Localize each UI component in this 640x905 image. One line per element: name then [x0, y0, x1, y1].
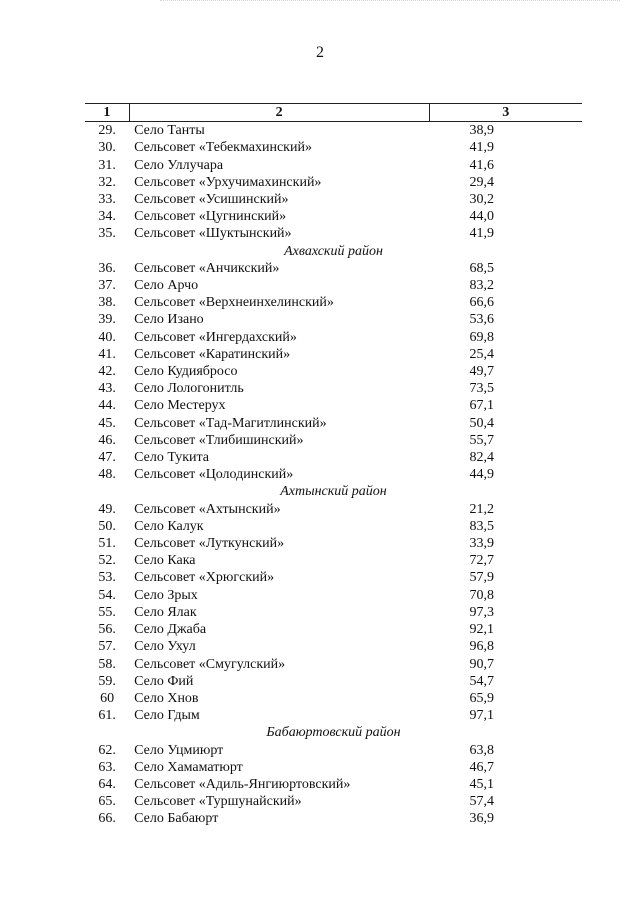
row-value: 21,2	[469, 501, 494, 517]
row-number: 61.	[98, 708, 116, 724]
row-name: Село Кудиябросо	[134, 364, 238, 380]
row-number: 44.	[98, 398, 116, 414]
row-number: 56.	[98, 622, 116, 638]
row-value: 82,4	[469, 450, 494, 466]
table-row	[85, 329, 582, 346]
row-value: 45,1	[469, 776, 494, 792]
row-value: 96,8	[469, 639, 494, 655]
table-body	[85, 122, 582, 828]
row-value: 49,7	[469, 364, 494, 380]
row-name: Сельсовет «Смугулский»	[134, 656, 286, 672]
table-row	[85, 225, 582, 242]
row-number: 66.	[98, 811, 116, 827]
row-name: Сельсовет «Цолодинский»	[134, 467, 294, 483]
table-row	[85, 759, 582, 776]
table-row	[85, 311, 582, 328]
table-header	[85, 104, 582, 122]
table-row	[85, 656, 582, 673]
data-table-container	[85, 103, 582, 828]
table-row	[85, 604, 582, 621]
row-number: 60	[100, 690, 115, 706]
row-value: 90,7	[469, 656, 494, 672]
row-number: 40.	[98, 329, 116, 345]
table-row	[85, 466, 582, 483]
table-row	[85, 363, 582, 380]
row-number: 36.	[98, 260, 116, 276]
row-number: 29.	[98, 123, 116, 139]
row-number: 59.	[98, 673, 116, 689]
row-name: Сельсовет «Урхучимахинский»	[134, 174, 322, 190]
district-heading: Бабаюртовский район	[266, 725, 401, 741]
row-name: Сельсовет «Усишинский»	[134, 192, 289, 208]
row-value: 69,8	[469, 329, 494, 345]
row-name: Село Джаба	[134, 622, 207, 638]
row-name: Сельсовет «Хрюгский»	[134, 570, 275, 586]
row-number: 37.	[98, 278, 116, 294]
row-value: 50,4	[469, 415, 494, 431]
row-name: Село Калук	[134, 518, 204, 534]
row-value: 66,6	[469, 295, 494, 311]
table-row	[85, 122, 582, 140]
district-heading: Ахвахский район	[284, 243, 383, 259]
row-name: Село Ухул	[134, 639, 196, 655]
row-name: Село Уцмиюрт	[134, 742, 224, 758]
row-name: Село Бабаюрт	[134, 811, 219, 827]
row-value: 70,8	[469, 587, 494, 603]
row-value: 67,1	[469, 398, 494, 414]
row-value: 29,4	[469, 174, 494, 190]
row-number: 47.	[98, 450, 116, 466]
row-name: Сельсовет «Верхнеинхелинский»	[134, 295, 334, 311]
row-value: 97,1	[469, 708, 494, 724]
row-name: Село Хамаматюрт	[134, 759, 243, 775]
table-row	[85, 707, 582, 724]
row-name: Село Фий	[134, 673, 194, 689]
row-value: 41,9	[469, 226, 494, 242]
data-table	[85, 103, 582, 828]
row-number: 55.	[98, 604, 116, 620]
row-number: 51.	[98, 536, 116, 552]
row-number: 46.	[98, 432, 116, 448]
row-name: Село Уллучара	[134, 157, 224, 173]
table-row	[85, 638, 582, 655]
table-row	[85, 690, 582, 707]
table-row	[85, 449, 582, 466]
row-number: 43.	[98, 381, 116, 397]
row-number: 53.	[98, 570, 116, 586]
scan-artifact	[160, 0, 620, 9]
table-row	[85, 552, 582, 569]
table-row	[85, 569, 582, 586]
row-number: 58.	[98, 656, 116, 672]
table-row	[85, 776, 582, 793]
row-number: 31.	[98, 157, 116, 173]
row-name: Село Арчо	[134, 278, 199, 294]
table-row	[85, 621, 582, 638]
row-value: 44,0	[469, 209, 494, 225]
row-name: Сельсовет «Шуктынский»	[134, 226, 292, 242]
row-number: 33.	[98, 192, 116, 208]
table-row	[85, 380, 582, 397]
row-value: 68,5	[469, 260, 494, 276]
row-value: 30,2	[469, 192, 494, 208]
row-number: 41.	[98, 346, 116, 362]
row-name: Сельсовет «Анчикский»	[134, 260, 280, 276]
table-row	[85, 139, 582, 156]
row-value: 65,9	[469, 690, 494, 706]
row-value: 36,9	[469, 811, 494, 827]
row-name: Село Изано	[134, 312, 204, 328]
row-name: Сельсовет «Тад-Магитлинский»	[134, 415, 327, 431]
row-number: 38.	[98, 295, 116, 311]
row-number: 54.	[98, 587, 116, 603]
row-number: 52.	[98, 553, 116, 569]
row-number: 42.	[98, 364, 116, 380]
row-value: 33,9	[469, 536, 494, 552]
row-name: Сельсовет «Цугнинский»	[134, 209, 287, 225]
row-value: 97,3	[469, 604, 494, 620]
row-value: 46,7	[469, 759, 494, 775]
header-col-1: 1	[85, 104, 129, 122]
row-name: Село Танты	[134, 123, 205, 139]
table-row	[85, 793, 582, 810]
row-name: Село Кака	[134, 553, 196, 569]
row-name: Сельсовет «Адиль-Янгиюртовский»	[134, 776, 351, 792]
district-row	[85, 243, 582, 260]
table-row	[85, 501, 582, 518]
table-row	[85, 277, 582, 294]
row-name: Село Зрых	[134, 587, 198, 603]
row-value: 57,4	[469, 794, 494, 810]
row-number: 50.	[98, 518, 116, 534]
row-value: 25,4	[469, 346, 494, 362]
row-number: 64.	[98, 776, 116, 792]
row-number: 65.	[98, 794, 116, 810]
row-name: Село Гдым	[134, 708, 200, 724]
row-value: 73,5	[469, 381, 494, 397]
row-name: Село Тукита	[134, 450, 209, 466]
row-name: Село Лологонитль	[134, 381, 244, 397]
row-name: Сельсовет «Каратинский»	[134, 346, 291, 362]
row-number: 39.	[98, 312, 116, 328]
table-row	[85, 157, 582, 174]
row-name: Сельсовет «Луткунский»	[134, 536, 285, 552]
row-name: Село Хнов	[134, 690, 199, 706]
row-value: 92,1	[469, 622, 494, 638]
row-value: 53,6	[469, 312, 494, 328]
row-number: 48.	[98, 467, 116, 483]
table-row	[85, 294, 582, 311]
table-row	[85, 432, 582, 449]
table-row	[85, 208, 582, 225]
row-name: Сельсовет «Туршунайский»	[134, 794, 302, 810]
row-number: 49.	[98, 501, 116, 517]
row-value: 41,6	[469, 157, 494, 173]
row-value: 57,9	[469, 570, 494, 586]
row-value: 83,2	[469, 278, 494, 294]
table-row	[85, 742, 582, 759]
row-value: 38,9	[469, 123, 494, 139]
table-row	[85, 260, 582, 277]
row-number: 57.	[98, 639, 116, 655]
row-number: 35.	[98, 226, 116, 242]
row-value: 83,5	[469, 518, 494, 534]
header-col-2: 2	[129, 104, 429, 122]
row-number: 45.	[98, 415, 116, 431]
row-name: Сельсовет «Тебекмахинский»	[134, 140, 312, 156]
table-row	[85, 174, 582, 191]
row-number: 30.	[98, 140, 116, 156]
row-name: Сельсовет «Ингердахский»	[134, 329, 297, 345]
row-value: 44,9	[469, 467, 494, 483]
table-row	[85, 518, 582, 535]
table-row	[85, 397, 582, 414]
table-row	[85, 673, 582, 690]
district-row	[85, 483, 582, 500]
row-number: 63.	[98, 759, 116, 775]
row-name: Село Ялак	[134, 604, 197, 620]
header-col-3: 3	[429, 104, 582, 122]
row-number: 62.	[98, 742, 116, 758]
table-row	[85, 191, 582, 208]
district-heading: Ахтынский район	[280, 484, 387, 500]
table-row	[85, 535, 582, 552]
row-value: 72,7	[469, 553, 494, 569]
table-row	[85, 415, 582, 432]
row-value: 41,9	[469, 140, 494, 156]
page-number: 2	[316, 44, 324, 61]
row-name: Сельсовет «Тлибишинский»	[134, 432, 304, 448]
row-value: 55,7	[469, 432, 494, 448]
row-name: Сельсовет «Ахтынский»	[134, 501, 281, 517]
row-value: 63,8	[469, 742, 494, 758]
row-number: 32.	[98, 174, 116, 190]
row-number: 34.	[98, 209, 116, 225]
header-row	[85, 104, 582, 122]
row-name: Село Местерух	[134, 398, 226, 414]
row-value: 54,7	[469, 673, 494, 689]
table-row	[85, 810, 582, 827]
district-row	[85, 724, 582, 741]
table-row	[85, 346, 582, 363]
table-row	[85, 587, 582, 604]
